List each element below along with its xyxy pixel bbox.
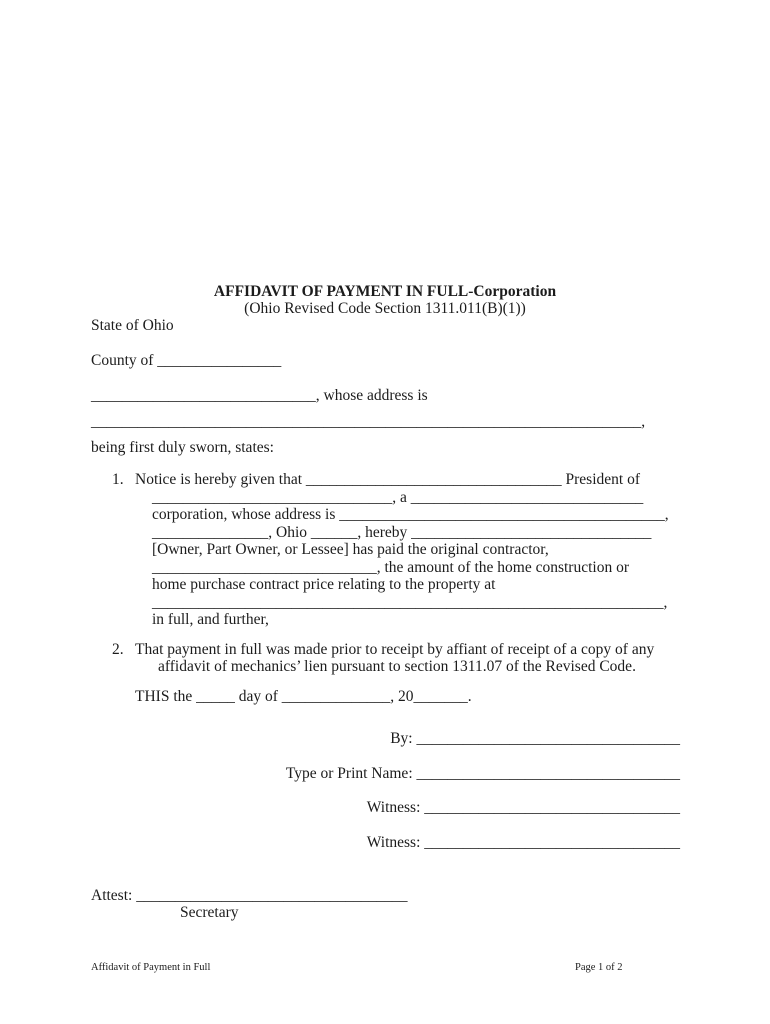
list-item-1-line-3: corporation, whose address is __________________________________________, bbox=[152, 506, 669, 523]
date-blank-line: THIS the _____ day of ______________, 20_______. bbox=[135, 688, 472, 705]
document-subtitle: (Ohio Revised Code Section 1311.011(B)(1)) bbox=[244, 300, 526, 317]
list-item-1-number: 1. bbox=[112, 471, 124, 488]
list-item-1-text: Notice is hereby given that _________________________________ President of bbox=[135, 471, 640, 488]
affiant-name-blank-line: _____________________________, whose address is bbox=[91, 387, 428, 404]
list-item-2-line-2: affidavit of mechanics’ lien pursuant to section 1311.07 of the Revised Code. bbox=[158, 658, 636, 675]
county-blank-line: County of ________________ bbox=[91, 352, 282, 369]
attest-secretary-caption: Secretary bbox=[180, 904, 239, 921]
list-item-1-line-5: [Owner, Part Owner, or Lessee] has paid the original contractor, bbox=[152, 541, 549, 558]
list-item-1-line-8: __________________________________________________________________, bbox=[152, 594, 668, 611]
list-item-2-text: That payment in full was made prior to receipt by affiant of receipt of a copy of any bbox=[135, 641, 655, 658]
type-or-print-name-blank-line: Type or Print Name: __________________________________ bbox=[285, 765, 680, 782]
list-item-1-line-6: _____________________________, the amount of the home construction or bbox=[152, 559, 629, 576]
affiant-address-blank-line: _______________________________________________________________________, bbox=[91, 413, 646, 430]
attest-blank-line: Attest: ___________________________________ bbox=[91, 887, 408, 904]
document-title: AFFIDAVIT OF PAYMENT IN FULL-Corporation bbox=[213, 283, 557, 300]
footer-page-number: Page 1 of 2 bbox=[575, 962, 623, 973]
list-item-1-line-4: _______________, Ohio ______, hereby _______________________________ bbox=[152, 524, 652, 541]
list-item-2-number: 2. bbox=[112, 641, 124, 658]
list-item-1-line-9: in full, and further, bbox=[152, 611, 269, 628]
list-item-1-line-1 bbox=[112, 471, 640, 488]
witness-2-blank-line: Witness: _________________________________ bbox=[366, 834, 680, 851]
state-line: State of Ohio bbox=[91, 317, 174, 334]
list-item-1-line-7: home purchase contract price relating to the property at bbox=[152, 576, 496, 593]
witness-1-blank-line: Witness: _________________________________ bbox=[366, 799, 680, 816]
sworn-statement-line: being first duly sworn, states: bbox=[91, 439, 274, 456]
list-item-2-line-1 bbox=[112, 641, 654, 658]
list-item-1-line-2: _______________________________, a ______________________________ bbox=[152, 489, 644, 506]
by-signature-blank-line: By: __________________________________ bbox=[390, 730, 680, 747]
footer-document-name: Affidavit of Payment in Full bbox=[91, 962, 211, 973]
